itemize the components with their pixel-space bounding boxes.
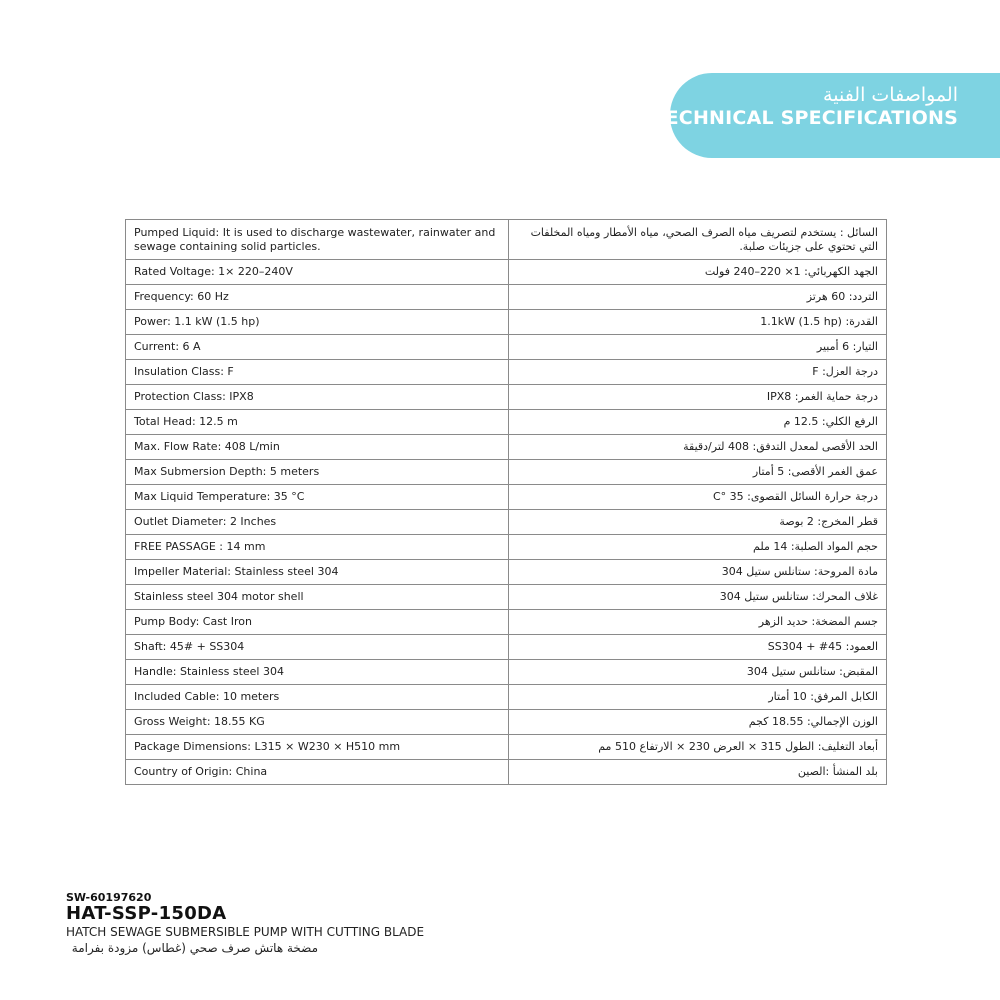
spec-english-cell: Stainless steel 304 motor shell (126, 585, 509, 610)
spec-english-cell: Power: 1.1 kW (1.5 hp) (126, 310, 509, 335)
spec-english-cell: Gross Weight: 18.55 KG (126, 710, 509, 735)
spec-arabic-cell: درجة حماية الغمر: IPX8 (509, 385, 887, 410)
section-header-tab (652, 73, 1000, 158)
spec-row (126, 435, 887, 460)
spec-arabic-cell: غلاف المحرك: ستانلس ستيل 304 (509, 585, 887, 610)
spec-arabic-cell: المقبض: ستانلس ستيل 304 (509, 660, 887, 685)
spec-arabic-cell: أبعاد التغليف: الطول 315 × العرض 230 × الارتفاع 510 مم (509, 735, 887, 760)
spec-english-cell: Protection Class: IPX8 (126, 385, 509, 410)
spec-row (126, 335, 887, 360)
spec-english-cell: Country of Origin: China (126, 760, 509, 785)
spec-row (126, 610, 887, 635)
spec-english-cell: Max Submersion Depth: 5 meters (126, 460, 509, 485)
spec-arabic-cell: العمود: 45# + SS304 (509, 635, 887, 660)
product-footer (66, 891, 626, 956)
spec-arabic-cell: التيار: 6 أمبير (509, 335, 887, 360)
product-model: HAT-SSP-150DA (66, 903, 227, 924)
section-title-arabic: المواصفات الفنية (823, 84, 958, 106)
spec-row (126, 285, 887, 310)
spec-row (126, 310, 887, 335)
spec-row (126, 535, 887, 560)
spec-row (126, 220, 887, 260)
spec-row (126, 560, 887, 585)
spec-row (126, 410, 887, 435)
spec-english-cell: Frequency: 60 Hz (126, 285, 509, 310)
spec-english-cell: Rated Voltage: 1× 220–240V (126, 260, 509, 285)
specifications-table (125, 219, 887, 785)
spec-row (126, 735, 887, 760)
spec-arabic-cell: القدرة: 1.1kW (1.5 hp) (509, 310, 887, 335)
product-description-english: HATCH SEWAGE SUBMERSIBLE PUMP WITH CUTTING BLADE (66, 925, 425, 939)
spec-english-cell: Total Head: 12.5 m (126, 410, 509, 435)
spec-arabic-cell: التردد: 60 هرتز (509, 285, 887, 310)
spec-english-cell: Pump Body: Cast Iron (126, 610, 509, 635)
product-description-arabic: مضخة هاتش صرف صحي (غطاس) مزودة بفرامة (71, 941, 318, 955)
spec-row (126, 260, 887, 285)
spec-arabic-cell: الحد الأقصى لمعدل التدفق: 408 لتر/دقيقة (509, 435, 887, 460)
spec-row (126, 760, 887, 785)
spec-english-cell: Max. Flow Rate: 408 L/min (126, 435, 509, 460)
spec-arabic-cell: عمق الغمر الأقصى: 5 أمتار (509, 460, 887, 485)
product-sku: SW-60197620 (66, 891, 152, 904)
spec-arabic-cell: جسم المضخة: حديد الزهر (509, 610, 887, 635)
spec-english-cell: Package Dimensions: L315 × W230 × H510 mm (126, 735, 509, 760)
spec-arabic-cell: درجة العزل: F (509, 360, 887, 385)
spec-arabic-cell: بلد المنشأ :الصين (509, 760, 887, 785)
spec-row (126, 660, 887, 685)
spec-row (126, 360, 887, 385)
spec-english-cell: Included Cable: 10 meters (126, 685, 509, 710)
spec-english-cell: Impeller Material: Stainless steel 304 (126, 560, 509, 585)
spec-row (126, 635, 887, 660)
spec-arabic-cell: الكابل المرفق: 10 أمتار (509, 685, 887, 710)
spec-row (126, 585, 887, 610)
spec-arabic-cell: الرفع الكلي: 12.5 م (509, 410, 887, 435)
spec-arabic-cell: السائل : يستخدم لتصريف مياه الصرف الصحي، مياه الأمطار ومياه المخلفات التي تحتوي على جزيئات صلبة. (509, 220, 887, 260)
section-title-english: TECHNICAL SPECIFICATIONS (652, 107, 958, 129)
spec-english-cell: Handle: Stainless steel 304 (126, 660, 509, 685)
spec-arabic-cell: قطر المخرج: 2 بوصة (509, 510, 887, 535)
spec-row (126, 685, 887, 710)
spec-english-cell: Shaft: 45# + SS304 (126, 635, 509, 660)
spec-arabic-cell: درجة حرارة السائل القصوى: 35 °C (509, 485, 887, 510)
spec-row (126, 510, 887, 535)
spec-arabic-cell: الجهد الكهربائي: 1× 220–240 فولت (509, 260, 887, 285)
spec-arabic-cell: مادة المروحة: ستانلس ستيل 304 (509, 560, 887, 585)
spec-row (126, 485, 887, 510)
specifications-table-body (126, 220, 887, 785)
spec-english-cell: Insulation Class: F (126, 360, 509, 385)
spec-row (126, 460, 887, 485)
spec-english-cell: FREE PASSAGE : 14 mm (126, 535, 509, 560)
spec-arabic-cell: حجم المواد الصلبة: 14 ملم (509, 535, 887, 560)
spec-arabic-cell: الوزن الإجمالي: 18.55 كجم (509, 710, 887, 735)
spec-english-cell: Pumped Liquid: It is used to discharge wastewater, rainwater and sewage containing solid particles. (126, 220, 509, 260)
spec-row (126, 710, 887, 735)
spec-row (126, 385, 887, 410)
spec-english-cell: Max Liquid Temperature: 35 °C (126, 485, 509, 510)
spec-english-cell: Current: 6 A (126, 335, 509, 360)
spec-english-cell: Outlet Diameter: 2 Inches (126, 510, 509, 535)
